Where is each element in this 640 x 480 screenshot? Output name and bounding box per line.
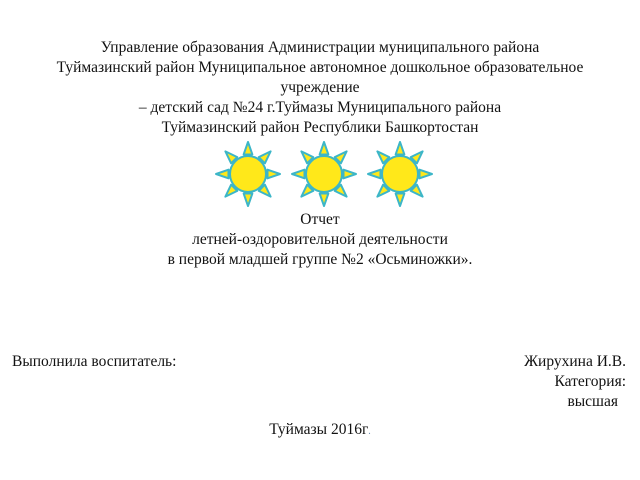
sun-ray xyxy=(344,170,356,179)
sun-decoration-row xyxy=(214,140,434,206)
footer-dot: . xyxy=(368,426,371,437)
sun-ray xyxy=(420,170,432,179)
city-year-text: Туймазы 2016г xyxy=(269,421,369,438)
category-value: высшая xyxy=(567,393,618,410)
sun-core xyxy=(230,156,266,192)
sun-ray xyxy=(396,194,405,206)
header-line-1: Управление образования Администрации муниципального района xyxy=(100,39,540,56)
category-label: Категория: xyxy=(554,373,626,390)
header-line-2: Туймазинский район Муниципальное автономное дошкольное образовательное xyxy=(56,59,584,76)
sun-ray xyxy=(396,142,405,154)
report-group: в первой младшей группе №2 «Осьминожки». xyxy=(167,251,473,268)
header-line-4: – детский сад №24 г.Туймазы Муниципального района xyxy=(138,99,502,116)
sun-icon xyxy=(366,140,434,208)
sun-ray xyxy=(244,142,253,154)
sun-icon xyxy=(214,140,282,208)
sun-ray xyxy=(368,170,380,179)
header-line-3: учреждение xyxy=(280,79,360,96)
performed-by-label: Выполнила воспитатель: xyxy=(12,353,177,370)
footer-city-year xyxy=(0,420,640,442)
sun-ray xyxy=(216,170,228,179)
sun-core xyxy=(382,156,418,192)
sun-ray xyxy=(292,170,304,179)
sun-core xyxy=(306,156,342,192)
report-title: Отчет xyxy=(300,211,340,228)
sun-ray xyxy=(244,194,253,206)
sun-icon xyxy=(290,140,358,208)
sun-ray xyxy=(268,170,280,179)
sun-ray xyxy=(320,142,329,154)
header-line-5: Туймазинский район Республики Башкортостан xyxy=(161,119,479,136)
document-header xyxy=(0,38,640,138)
author-name: Жирухина И.В. xyxy=(524,353,626,370)
sun-ray xyxy=(320,194,329,206)
report-title-block xyxy=(0,210,640,270)
author-block xyxy=(524,352,626,412)
report-subtitle: летней-оздоровительной деятельности xyxy=(192,231,448,248)
